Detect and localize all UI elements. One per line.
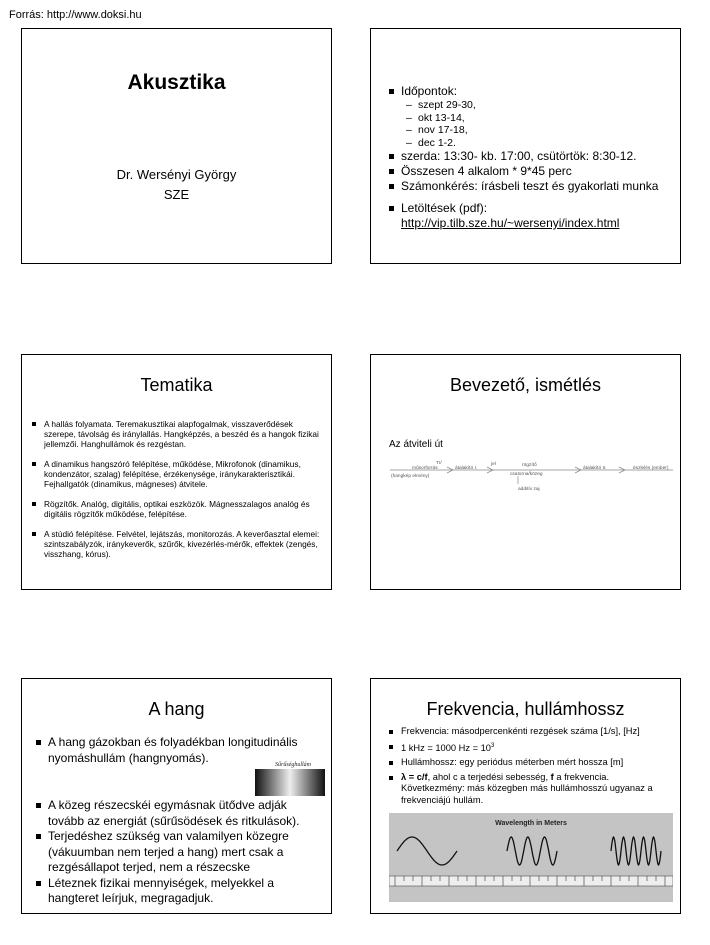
diagram-transducer-1: átalakító I.: [455, 466, 478, 471]
slide-title: Frekvencia, hullámhossz: [426, 699, 625, 719]
bullet-icon: [32, 422, 36, 426]
diagram-recorder: rögzítő: [522, 463, 537, 468]
slide-title: Bevezető, ismétlés: [449, 375, 602, 395]
assessment-text: Számonkérés: írásbeli teszt és gyakorlati munka: [401, 179, 659, 193]
list-item: A stúdió felépítése. Felvétel, lejátszás, monitorozás. A keverőasztal elemei: szintszabályzók, iránykeverők, szűrők, kivezérlés-mérők, effektek (zengés, visszhang, kórus).: [32, 529, 322, 559]
wavelength-chart-title: Wavelength in Meters: [495, 820, 567, 827]
downloads-link[interactable]: http://vip.tilb.sze.hu/~wersenyi/index.html: [401, 216, 620, 230]
bullet-icon: [389, 89, 394, 94]
bullet-icon: [389, 745, 393, 749]
bullet-icon: [36, 803, 41, 808]
schedule-list: [389, 84, 674, 230]
diagram-signal: jel: [491, 462, 496, 467]
bullet-icon: [36, 881, 41, 886]
slide-schedule: [370, 28, 681, 264]
list-item: Hullámhossz: egy periódus méterben mért hossza [m]: [389, 757, 674, 769]
bullet-icon: [389, 206, 394, 211]
list-item: A hang gázokban és folyadékban longitudinális nyomáshullám (hangnyomás).: [36, 735, 306, 766]
bullet-icon: [389, 154, 394, 159]
density-wave-image: [255, 758, 325, 796]
transmission-path-label: Az átviteli út: [389, 439, 443, 450]
diagram-noise: additív zaj: [518, 487, 540, 492]
slide-title: Akusztika: [127, 71, 226, 94]
dates-label: Időpontok:: [401, 84, 458, 98]
bullet-icon: [389, 730, 393, 734]
slide-topics: [21, 354, 332, 590]
density-wave-bands: [255, 769, 325, 796]
diagram-channel: csatorna/közeg: [510, 472, 543, 477]
date-item: – okt 13-14,: [406, 111, 465, 124]
list-item: λ = c/f, ahol c a terjedési sebesség, f a frekvencia. Következmény: más közegben más hullámhosszú ugyanaz a frekvenciájú hullám.: [389, 772, 674, 807]
date-item: – szept 29-30,: [406, 99, 476, 111]
list-item: 1 kHz = 1000 $Hz = 10^3$: [389, 741, 674, 755]
bullet-icon: [389, 184, 394, 189]
date-item: – dec 1-2.: [406, 136, 456, 149]
bullet-icon: [36, 834, 41, 839]
total-text: Összesen 4 alkalom * 9*45 perc: [401, 164, 572, 178]
diagram-source: műsorforrás: [412, 466, 438, 471]
diagram-tr: Tr/: [436, 461, 442, 466]
bullet-icon: [32, 532, 36, 536]
list-item: Rögzítők. Analóg, digitális, optikai eszközök. Mágnesszalagos analóg és digitális rögzítők működése, felépítése.: [32, 499, 322, 519]
list-item: A közeg részecskéi egymásnak ütődve adják tovább az energiát (sűrűsödések és ritkulások).: [36, 798, 326, 829]
density-wave-label: Sűrűséghullám: [275, 762, 311, 768]
list-item: [389, 149, 674, 164]
frequency-list: [389, 726, 674, 809]
schedule-text: szerda: 13:30- kb. 17:00, csütörtök: 8:30-12.: [401, 149, 637, 163]
slide-title: A hang: [148, 699, 205, 719]
list-item: [389, 201, 674, 216]
list-item: [389, 164, 674, 179]
bullet-icon: [32, 502, 36, 506]
source-note: Forrás: http://www.doksi.hu: [9, 9, 142, 21]
list-item: Terjedéshez szükség van valamilyen közegre (vákuumban nem terjed a hang) mert csak a rezgésállapot terjed, nem a részecske: [36, 829, 326, 876]
wavelength-chart-image: [389, 813, 673, 902]
transmission-path-diagram: [387, 455, 677, 500]
diagram-transducer-2: átalakító II.: [583, 466, 607, 471]
diagram-source-sub: (hangkép elmény): [391, 474, 430, 479]
downloads-label: Letöltések (pdf):: [401, 201, 488, 215]
slide-title: Tematika: [140, 375, 213, 395]
bullet-icon: [389, 761, 393, 765]
slide-intro: [370, 354, 681, 590]
institution: SZE: [163, 187, 190, 202]
list-item: A hallás folyamata. Teremakusztikai alapfogalmak, visszaverődések szerepe, távolság és iránylallás. Hangképzés, a beszéd és a hangok fizikai jellemzői. Hanghullámok és rezgéstan.: [32, 419, 322, 449]
list-item: [389, 84, 674, 99]
list-item: A dinamikus hangszóró felépítése, működése, Mikrofonok (dinamikus, kondenzátor, szalag) felépítése, érzékenysége, iránykarakterisztikái. Fejhallgatók (dinamikus, mágneses) átvitele.: [32, 459, 322, 489]
bullet-icon: [389, 169, 394, 174]
list-item: Frekvencia: másodpercenkénti rezgések száma [1/s], [Hz]: [389, 726, 674, 738]
bullet-icon: [36, 740, 41, 745]
slide-frequency: [370, 678, 681, 914]
diagram-listener: észlelés (ember): [633, 466, 669, 471]
slide-title-page: [21, 28, 332, 264]
date-item: – nov 17-18,: [406, 124, 468, 136]
author-name: Dr. Wersényi György: [116, 167, 237, 182]
list-item: [389, 179, 674, 194]
slide-sound: [21, 678, 332, 914]
bullet-icon: [389, 776, 393, 780]
list-item: Léteznek fizikai mennyiségek, melyekkel a hangteret leírjuk, megragadjuk.: [36, 876, 326, 907]
topics-list: [32, 419, 322, 569]
bullet-icon: [32, 462, 36, 466]
